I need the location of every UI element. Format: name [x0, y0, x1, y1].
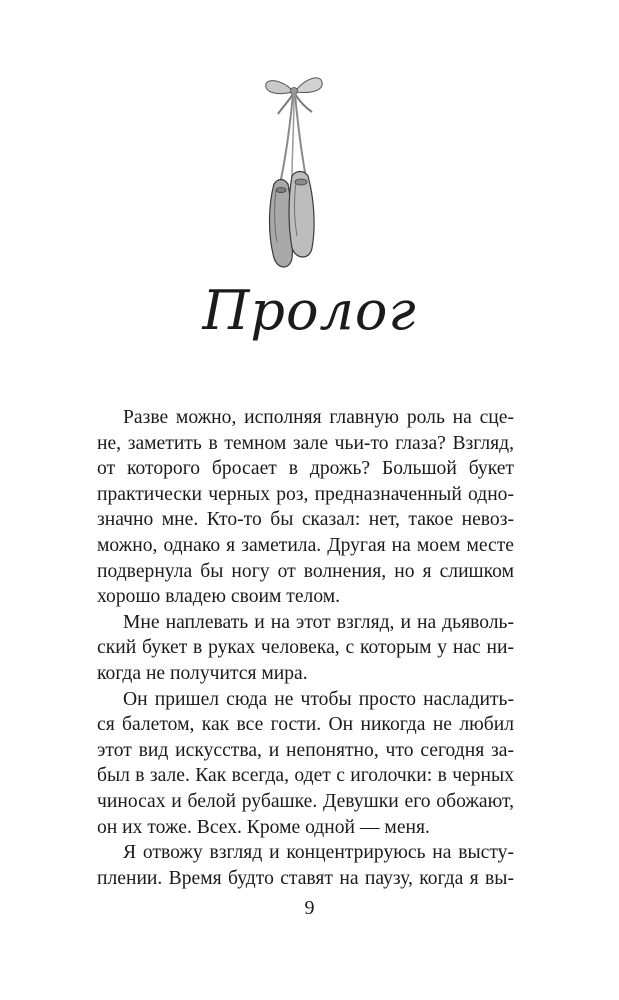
bow-knot: [291, 88, 298, 95]
text-line: ся балетом, как все гости. Он никогда не любил: [97, 714, 514, 736]
text-line: хорошо владею своим телом.: [97, 586, 341, 608]
bow-tail-right: [295, 94, 312, 112]
text-line: Разве можно, исполняя главную роль на сце-: [123, 407, 514, 428]
ballet-shoes-illustration: [262, 66, 326, 272]
page-number: 9: [304, 897, 315, 919]
text-line: он их тоже. Всех. Кроме одной — меня.: [97, 816, 430, 838]
text-line: плении. Время будто ставят на паузу, когда я вы-: [97, 867, 514, 889]
text-line: ский букет в руках человека, с которым у нас ни-: [97, 637, 514, 659]
text-line: практически черных роз, предназначенный одно-: [97, 483, 514, 505]
text-line: Мне наплевать и на этот взгляд, и на дьяволь-: [123, 611, 514, 633]
chapter-title: Пролог: [202, 279, 417, 342]
text-line: чиносах и белой рубашке. Девушки его обожают,: [97, 790, 514, 812]
bow-right-loop: [296, 78, 322, 93]
text-line: Он пришел сюда не чтобы просто насладить-: [123, 688, 514, 710]
text-line: можно, однако я заметила. Другая на моем месте: [97, 534, 514, 556]
text-line: от которого бросает в дрожь? Большой букет: [97, 458, 514, 480]
text-line: когда не получится мира.: [97, 662, 308, 684]
text-line: подвернула бы ногу от волнения, но я слишком: [97, 560, 514, 582]
bow-left-loop: [266, 81, 292, 94]
text-line: был в зале. Как всегда, одет с иголочки: в черных: [97, 765, 514, 787]
text-line: Я отвожу взгляд и концентрируюсь на высту-: [123, 842, 514, 864]
text-line: этот вид искусства, и непонятно, что сегодня за-: [97, 739, 514, 761]
body-text: [97, 405, 514, 891]
text-line: значно мне. Кто-то бы сказал: нет, такое невоз-: [97, 509, 514, 531]
text-line: не, заметить в темном зале чьи-то глаза? Взгляд,: [97, 432, 514, 454]
